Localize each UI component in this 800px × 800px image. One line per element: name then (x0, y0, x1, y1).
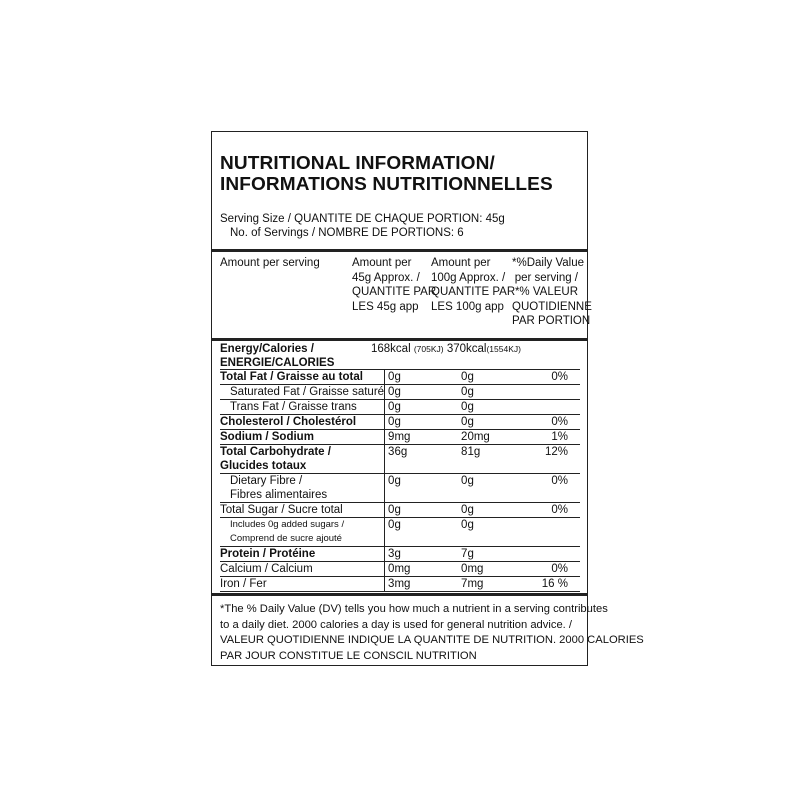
nutrient-label: Includes 0g added sugars / Comprend de sucre ajouté (220, 518, 385, 547)
value-100g: 20mg (461, 430, 534, 445)
serving-count: No. of Servings / NOMBRE DE PORTIONS: 6 (230, 227, 464, 239)
title-line-french: INFORMATIONS NUTRITIONNELLES (220, 173, 553, 194)
table-row (220, 370, 580, 385)
daily-value: 0% (534, 562, 580, 577)
value-100g: 0g (461, 518, 534, 547)
nutrient-label: Iron / Fer (220, 577, 385, 592)
value-100g: 81g (461, 445, 534, 474)
nutrient-label: Total Sugar / Sucre total (220, 503, 385, 518)
daily-value: 0% (534, 370, 580, 385)
serving-info (220, 212, 505, 240)
daily-value: 16 % (534, 577, 580, 592)
daily-value: 0% (534, 474, 580, 503)
energy-values (371, 342, 521, 356)
value-45g: 0g (385, 400, 462, 415)
header-daily-value: *%Daily Value per serving / *% VALEUR QUOTIDIENNE PAR PORTION (512, 257, 592, 327)
header-per-100g: Amount per 100g Approx. / QUANTITE PAR LES 100g app (431, 257, 516, 313)
serving-size: Serving Size / QUANTITE DE CHAQUE PORTION: 45g (220, 213, 505, 225)
nutrition-label (211, 131, 644, 666)
value-45g: 9mg (385, 430, 462, 445)
value-45g: 0g (385, 503, 462, 518)
value-45g: 0g (385, 415, 462, 430)
table-row (220, 562, 580, 577)
nutrient-label: Calcium / Calcium (220, 562, 385, 577)
value-100g: 7g (461, 547, 534, 562)
table-row (220, 385, 580, 400)
nutrient-label: Saturated Fat / Graisse saturé (220, 385, 385, 400)
value-45g: 3g (385, 547, 462, 562)
energy-kj-45g: (705KJ) (413, 344, 444, 354)
nutrient-label: Total Carbohydrate / Glucides totaux (220, 445, 385, 474)
footnote: *The % Daily Value (DV) tells you how much a nutrient in a serving contributes to a daily diet. 2000 calories a day is used for general nutrition advice. / VALEUR QUOTIDIENNE INDIQUE LA QUANTITE DE NUTRITION. 2000 CALORIES PAR JOUR CONSTITUE LE CONSCIL NUTRITION (220, 603, 644, 662)
energy-row (220, 340, 580, 370)
table-row (220, 474, 580, 503)
value-100g: 0g (461, 370, 534, 385)
value-45g: 0g (385, 370, 462, 385)
divider-thick (212, 249, 587, 252)
value-100g: 0g (461, 400, 534, 415)
header-per-45g: Amount per 45g Approx. / QUANTITE PAR LES 45g app (352, 257, 437, 313)
nutrient-table (220, 369, 580, 592)
table-row (220, 445, 580, 474)
value-45g: 36g (385, 445, 462, 474)
daily-value: 12% (534, 445, 580, 474)
nutrient-label: Sodium / Sodium (220, 430, 385, 445)
table-row (220, 577, 580, 592)
table-row (220, 430, 580, 445)
value-45g: 0g (385, 474, 462, 503)
table-row (220, 400, 580, 415)
value-100g: 7mg (461, 577, 534, 592)
nutrient-label: Cholesterol / Cholestérol (220, 415, 385, 430)
energy-label: Energy/Calories / ENERGIE/CALORIES (220, 343, 335, 369)
divider-thick (212, 593, 587, 596)
energy-kcal-45g: 168kcal (371, 343, 411, 355)
daily-value: 1% (534, 430, 580, 445)
table-row (220, 547, 580, 562)
daily-value (534, 400, 580, 415)
title-line-english: NUTRITIONAL INFORMATION/ (220, 152, 495, 173)
table-row (220, 503, 580, 518)
daily-value: 0% (534, 415, 580, 430)
daily-value: 0% (534, 503, 580, 518)
nutrient-label: Total Fat / Graisse au total (220, 370, 385, 385)
value-100g: 0g (461, 503, 534, 518)
table-row (220, 415, 580, 430)
daily-value (534, 385, 580, 400)
nutrient-label: Trans Fat / Graisse trans (220, 400, 385, 415)
value-100g: 0g (461, 385, 534, 400)
value-45g: 0mg (385, 562, 462, 577)
energy-kj-100g: (1554KJ) (486, 344, 521, 354)
label-title (220, 152, 593, 194)
value-45g: 0g (385, 385, 462, 400)
table-row (220, 518, 580, 547)
value-100g: 0g (461, 474, 534, 503)
daily-value (534, 547, 580, 562)
value-100g: 0mg (461, 562, 534, 577)
daily-value (534, 518, 580, 547)
nutrient-label: Protein / Protéine (220, 547, 385, 562)
value-45g: 0g (385, 518, 462, 547)
value-45g: 3mg (385, 577, 462, 592)
value-100g: 0g (461, 415, 534, 430)
nutrient-label: Dietary Fibre / Fibres alimentaires (220, 474, 385, 503)
header-amount-per-serving: Amount per serving (220, 257, 320, 269)
energy-kcal-100g: 370kcal (446, 343, 487, 355)
